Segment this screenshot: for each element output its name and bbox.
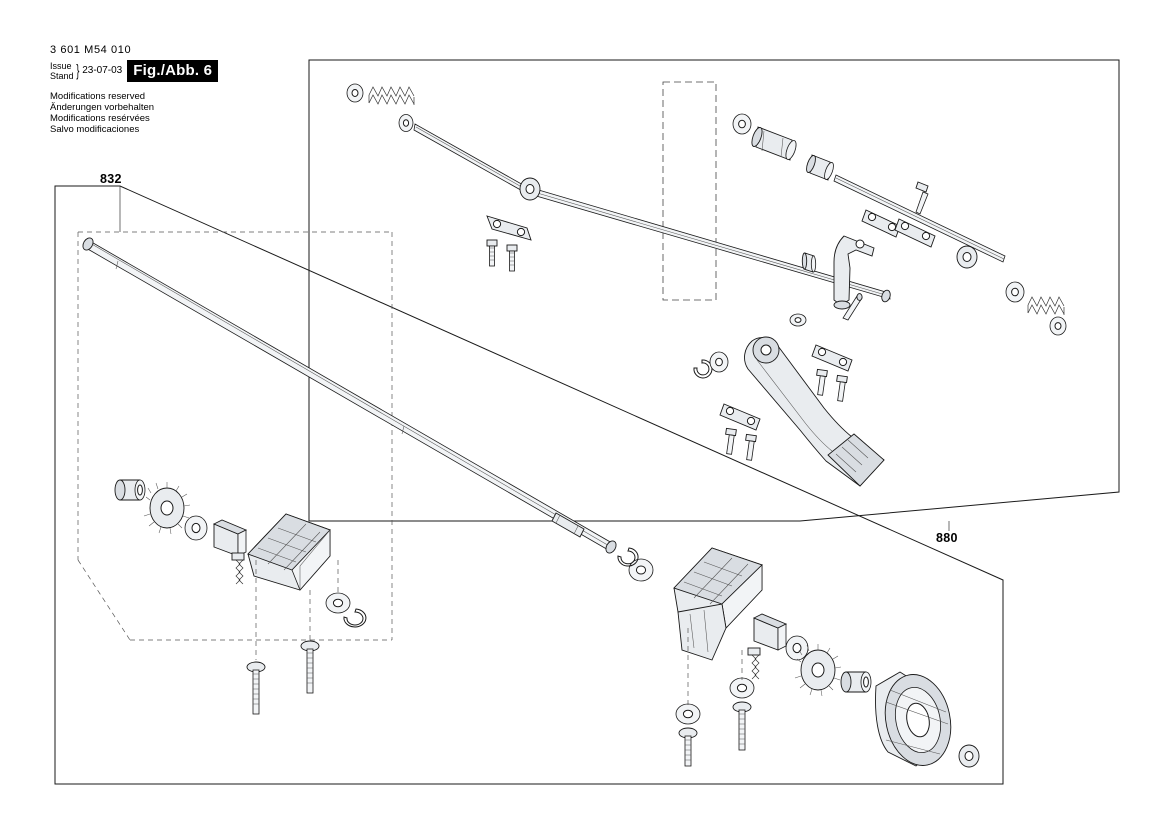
disclaimer-line-fr: Modifications resérvées bbox=[50, 113, 150, 124]
left-bracket-housing bbox=[248, 514, 330, 590]
circlip-pedal bbox=[694, 360, 712, 378]
disclaimer-list bbox=[50, 91, 310, 135]
hub-flange bbox=[876, 668, 959, 771]
upper-linkage-assembly bbox=[347, 84, 1066, 335]
document-meta-block bbox=[50, 44, 310, 135]
washer-bottom-b bbox=[730, 678, 754, 698]
joint-collar-right bbox=[957, 246, 977, 268]
gear-left bbox=[144, 482, 190, 534]
washer-upper-left bbox=[347, 84, 363, 102]
issue-label-en: Issue bbox=[50, 61, 72, 71]
pedal-lever-assembly bbox=[694, 337, 884, 486]
screw-bottom-a bbox=[679, 728, 697, 766]
plug-right-end bbox=[959, 745, 979, 767]
bushing-right bbox=[841, 672, 871, 692]
brace-glyph: } bbox=[75, 61, 79, 80]
long-rod-upper bbox=[414, 124, 892, 303]
callout-label-832: 832 bbox=[100, 172, 122, 186]
washer-right-end bbox=[1006, 282, 1024, 302]
figure-badge: Fig./Abb. 6 bbox=[127, 60, 218, 82]
issue-date: 23-07-03 bbox=[82, 65, 123, 76]
circlip-right-lower bbox=[618, 548, 638, 566]
coil-spring-upper bbox=[369, 87, 414, 105]
link-plate-a bbox=[862, 210, 900, 237]
disclaimer-line-en: Modifications reserved bbox=[50, 91, 146, 102]
washer-sleeve-left bbox=[733, 114, 751, 134]
screw-pedal-c bbox=[726, 428, 737, 454]
circlip-left-lower bbox=[344, 609, 366, 627]
screw-upper-b bbox=[507, 245, 517, 271]
bent-lever-arm bbox=[834, 236, 874, 309]
sleeve-tube bbox=[750, 126, 798, 161]
disclaimer-line-es: Salvo modificaciones bbox=[50, 124, 140, 135]
issue-row bbox=[50, 60, 310, 82]
screw-pedal-b bbox=[837, 375, 848, 401]
issue-label-de: Stand bbox=[50, 71, 74, 81]
washer-upper-2 bbox=[399, 115, 413, 132]
block-right bbox=[754, 614, 786, 650]
right-gear-bracket-group bbox=[618, 548, 979, 772]
bushing-upper-right bbox=[805, 154, 836, 180]
bracket-pedal-left bbox=[720, 404, 760, 430]
rod-collar bbox=[520, 178, 540, 200]
screw-upper-a bbox=[487, 240, 497, 266]
block-left bbox=[214, 520, 246, 556]
washer-right-gear bbox=[786, 636, 808, 660]
washer-left-lower-a bbox=[326, 593, 350, 613]
bracket-plate-upper bbox=[487, 216, 531, 240]
bushing-left bbox=[115, 480, 145, 500]
upper-frame-outline bbox=[309, 60, 1119, 521]
part-number: 3 601 M54 010 bbox=[50, 44, 132, 56]
spring-left-small bbox=[232, 553, 244, 584]
screw-bottom-b bbox=[733, 702, 751, 750]
washer-right-far bbox=[1050, 317, 1066, 335]
pedal-lever-body bbox=[745, 337, 884, 486]
right-bracket-housing bbox=[674, 548, 762, 660]
screw-pedal-d bbox=[746, 434, 757, 460]
coil-spring-right bbox=[1028, 297, 1064, 315]
washer-mid-a bbox=[790, 314, 806, 326]
issue-labels bbox=[50, 61, 74, 81]
washer-bottom-a bbox=[676, 704, 700, 724]
callout-label-880: 880 bbox=[936, 531, 958, 545]
screw-left-b bbox=[301, 641, 319, 693]
washer-left-gear bbox=[185, 516, 207, 540]
bracket-pedal-right bbox=[812, 345, 852, 371]
screw-pedal-a bbox=[817, 369, 828, 395]
screw-left-a bbox=[247, 662, 265, 714]
bushing-small-mid bbox=[802, 253, 815, 272]
washer-pedal-a bbox=[710, 352, 728, 372]
disclaimer-line-de: Änderungen vorbehalten bbox=[50, 102, 155, 113]
left-gear-bracket-group bbox=[115, 480, 366, 714]
pin-screw-topright bbox=[916, 182, 928, 214]
spring-right-small bbox=[748, 648, 760, 679]
